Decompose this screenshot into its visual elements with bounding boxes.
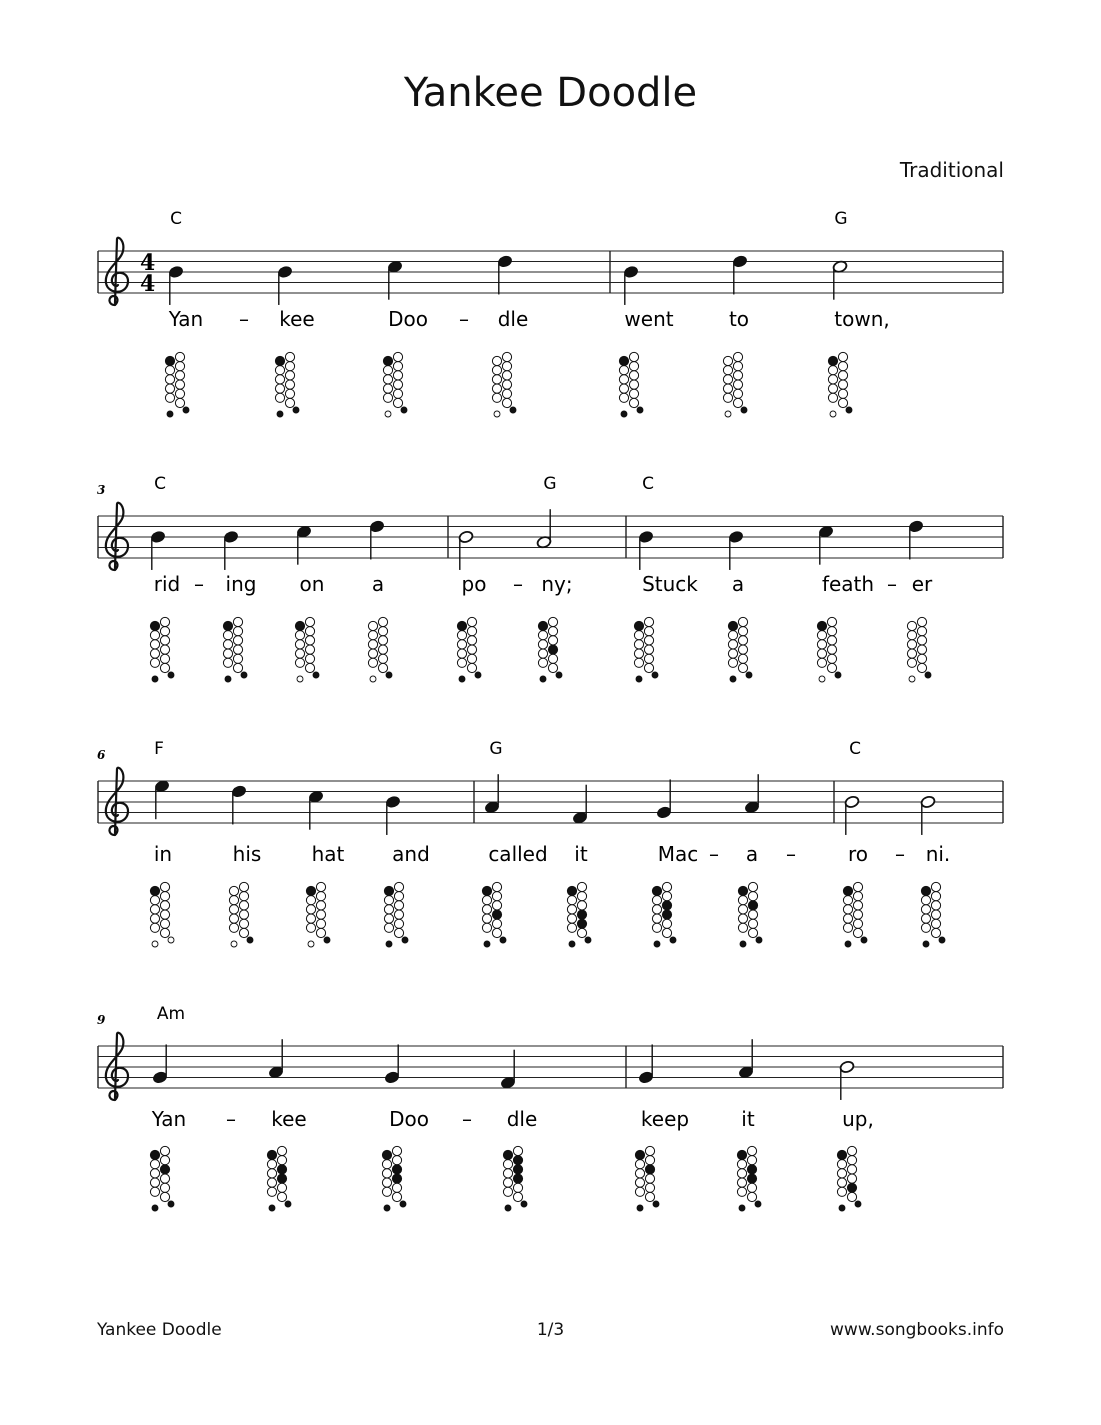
recorder-fingering-icon [368,617,392,682]
lyric-syllable: and [392,842,430,866]
quarter-note [500,1050,516,1090]
lyric-syllable: – [887,572,897,596]
staff-system [98,209,1003,417]
lyric-syllable: rid [153,572,181,596]
quarter-note [152,1044,168,1084]
recorder-fingering-icon [267,1146,291,1211]
half-note [536,509,552,549]
quarter-note [150,530,166,570]
half-note [839,1060,855,1100]
recorder-fingering-icon [275,352,299,417]
lyric-syllable: ro [847,842,869,866]
half-note [844,795,860,835]
recorder-fingering-icon [634,617,658,682]
recorder-fingering-icon [843,882,867,947]
recorder-fingering-icon [538,617,562,682]
chord-symbol: G [543,474,557,494]
recorder-fingering-icon [150,882,174,947]
recorder-fingering-icon [306,882,330,947]
recorder-fingering-icon [837,1146,861,1211]
chord-symbol: C [170,209,182,229]
lyric-syllable: went [624,307,674,331]
lyric-syllable: – [462,1107,472,1131]
lyric-syllable: – [786,842,796,866]
recorder-fingering-icon [619,352,643,417]
lyric-syllable: Doo [388,307,428,331]
quarter-note [638,1044,654,1084]
quarter-note [732,255,748,295]
lyric-syllable: a [731,572,745,596]
lyric-syllable: Doo [389,1107,429,1131]
quarter-note [154,779,170,819]
quarter-note [369,520,385,560]
quarter-note [168,265,184,305]
recorder-fingering-icon [723,352,747,417]
quarter-note [223,530,239,570]
time-signature-bottom: 4 [140,271,156,297]
lyric-syllable: Yan [168,307,204,331]
recorder-fingering-icon [492,352,516,417]
recorder-fingering-icon [165,352,189,417]
quarter-note [268,1039,284,1079]
treble-clef-icon [106,1033,128,1100]
recorder-fingering-icon [382,1146,406,1211]
lyric-syllable: feath [821,572,875,596]
treble-clef-icon [106,238,128,305]
lyric-syllable: Mac [657,842,699,866]
lyric-syllable: kee [279,307,315,331]
footer-website: www.songbooks.info [830,1320,1004,1340]
lyric-syllable: on [299,572,325,596]
time-signature-top: 4 [140,250,156,276]
half-note [832,260,848,300]
lyric-syllable: Stuck [642,572,698,596]
treble-clef-icon [106,768,128,835]
page-number: 1/3 [536,1320,565,1340]
page-title: Yankee Doodle [403,70,698,116]
lyric-syllable: it [574,842,588,866]
quarter-note [231,785,247,825]
recorder-fingering-icon [738,882,762,947]
chord-symbol: F [154,739,164,759]
quarter-note [296,525,312,565]
lyric-syllable: his [232,842,262,866]
lyric-syllable: dle [497,307,529,331]
recorder-fingering-icon [921,882,945,947]
recorder-fingering-icon [737,1146,761,1211]
lyric-syllable: – [709,842,719,866]
lyric-syllable: ny; [541,572,573,596]
lyric-syllable: Yan [151,1107,187,1131]
treble-clef-icon [106,503,128,570]
quarter-note [277,265,293,305]
quarter-note [744,774,760,814]
recorder-fingering-icon [384,882,408,947]
recorder-fingering-icon [728,617,752,682]
measure-number: 3 [97,483,106,497]
recorder-fingering-icon [907,617,931,682]
lyric-syllable: – [895,842,905,866]
lyric-syllable: po [461,572,487,596]
quarter-note [738,1039,754,1079]
quarter-note [728,530,744,570]
quarter-note [908,520,924,560]
quarter-note [484,774,500,814]
recorder-fingering-icon [817,617,841,682]
staff-system [97,474,1003,682]
recorder-fingering-icon [635,1146,659,1211]
measure-number: 9 [97,1013,106,1027]
lyric-syllable: it [741,1107,755,1131]
recorder-fingering-icon [223,617,247,682]
lyric-syllable: – [239,307,249,331]
staff-system [97,1004,1003,1211]
quarter-note [384,1044,400,1084]
quarter-note [387,260,403,300]
recorder-fingering-icon [457,617,481,682]
recorder-fingering-icon [295,617,319,682]
lyric-syllable: a [745,842,759,866]
chord-symbol: G [834,209,848,229]
quarter-note [656,779,672,819]
lyric-syllable: hat [311,842,345,866]
lyric-syllable: dle [506,1107,538,1131]
lyric-syllable: – [513,572,523,596]
staff-system [97,739,1003,947]
quarter-note [623,265,639,305]
recorder-fingering-icon [229,882,253,947]
quarter-note [308,790,324,830]
half-note [458,530,474,570]
quarter-note [385,795,401,835]
lyric-syllable: kee [271,1107,307,1131]
recorder-fingering-icon [383,352,407,417]
chord-symbol: Am [156,1004,186,1024]
quarter-note [638,530,654,570]
lyric-syllable: ni. [925,842,951,866]
lyric-syllable: er [911,572,933,596]
recorder-fingering-icon [503,1146,527,1211]
chord-symbol: C [642,474,654,494]
chord-symbol: C [154,474,166,494]
lyric-syllable: – [226,1107,236,1131]
lyric-syllable: to [728,307,750,331]
lyric-syllable: town, [834,307,890,331]
lyric-syllable: up, [842,1107,874,1131]
quarter-note [572,785,588,825]
lyric-syllable: ing [225,572,257,596]
quarter-note [818,525,834,565]
measure-number: 6 [97,748,106,762]
lyric-syllable: keep [640,1107,690,1131]
recorder-fingering-icon [482,882,506,947]
lyric-syllable: called [488,842,548,866]
lyric-syllable: – [459,307,469,331]
chord-symbol: G [489,739,503,759]
chord-symbol: C [849,739,861,759]
lyric-syllable: a [371,572,385,596]
lyric-syllable: in [153,842,173,866]
recorder-fingering-icon [150,617,174,682]
quarter-note [497,255,513,295]
recorder-fingering-icon [567,882,591,947]
composer: Traditional [899,158,1004,182]
lyric-syllable: – [194,572,204,596]
half-note [920,795,936,835]
recorder-fingering-icon [652,882,676,947]
recorder-fingering-icon [150,1146,174,1211]
recorder-fingering-icon [828,352,852,417]
footer-title: Yankee Doodle [97,1320,222,1340]
